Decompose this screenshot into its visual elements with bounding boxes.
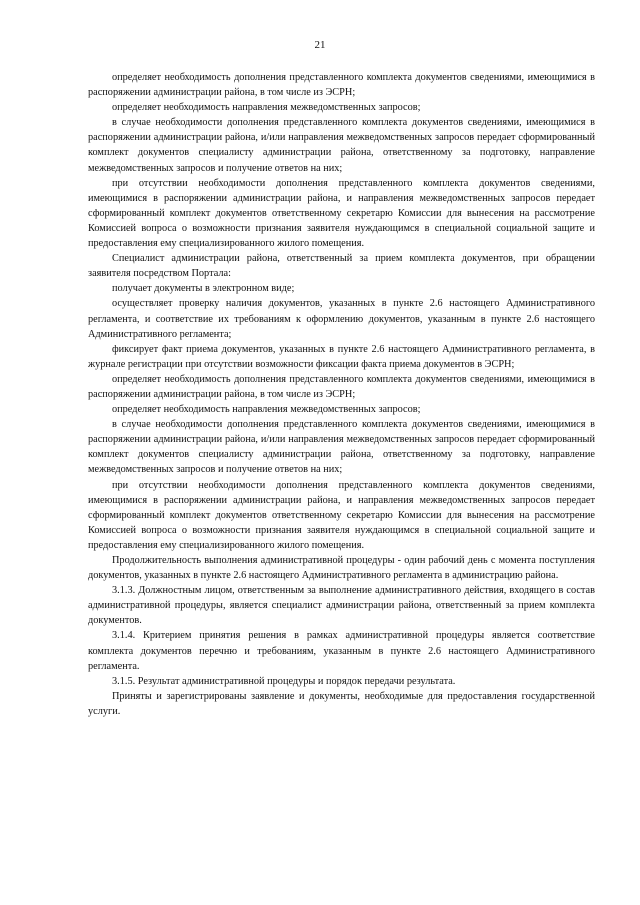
paragraph: определяет необходимость дополнения представленного комплекта документов сведениями, имеющимися в распоряжении администрации района, в том числе из ЭСРН;: [88, 373, 595, 400]
document-body: [88, 70, 595, 719]
paragraph: в случае необходимости дополнения представленного комплекта документов сведениями, имеющимися в распоряжении администрации района, и/или направления межведомственных запросов передает сформированный комплект документов специалисту администрации района, ответственному за подготовку, направление межведомственных запросов и получение ответов на них;: [88, 117, 595, 174]
paragraph: определяет необходимость направления межведомственных запросов;: [112, 102, 421, 114]
paragraph: в случае необходимости дополнения представленного комплекта документов сведениями, имеющимися в распоряжении администрации района, и/или направления межведомственных запросов передает сформированный комплект документов специалисту администрации района, ответственному за подготовку, направление межведомственных запросов и получение ответов на них;: [88, 419, 595, 476]
paragraph: фиксирует факт приема документов, указанных в пункте 2.6 настоящего Административного регламента, в журнале регистрации при отсутствии возможности фиксации факта приема документов в ЭСРН;: [88, 343, 595, 370]
paragraph: получает документы в электронном виде;: [112, 283, 295, 295]
paragraph: определяет необходимость дополнения представленного комплекта документов сведениями, имеющимися в распоряжении администрации района, в том числе из ЭСРН;: [88, 72, 595, 99]
paragraph: Приняты и зарегистрированы заявление и документы, необходимые для предоставления государственной услуги.: [88, 690, 595, 717]
paragraph: при отсутствии необходимости дополнения представленного комплекта документов сведениями, имеющимися в распоряжении администрации района, и направления межведомственных запросов передает сформированный комплект документов ответственному секретарю Комиссии для вынесения на рассмотрение Комиссией вопроса о возможности признания заявителя нуждающимся в специальной социальной защите и предоставления ему специализированного жилого помещения.: [88, 177, 595, 250]
paragraph: определяет необходимость направления межведомственных запросов;: [112, 404, 421, 416]
paragraph: Продолжительность выполнения административной процедуры - один рабочий день с момента поступления документов, указанных в пункте 2.6 настоящего Административного регламента в администрацию района.: [88, 555, 595, 582]
page-number: 21: [314, 39, 326, 51]
paragraph: 3.1.3. Должностным лицом, ответственным за выполнение административного действия, входящего в состав административной процедуры, является специалист администрации района, ответственный за прием комплекта документов.: [88, 585, 595, 627]
paragraph: при отсутствии необходимости дополнения представленного комплекта документов сведениями, имеющимися в распоряжении администрации района, и направления межведомственных запросов передает сформированный комплект документов ответственному секретарю Комиссии для вынесения на рассмотрение Комиссией вопроса о возможности признания заявителя нуждающимся в специальной социальной защите и предоставления ему специализированного жилого помещения.: [88, 479, 595, 551]
paragraph: 3.1.5. Результат административной процедуры и порядок передачи результата.: [112, 675, 456, 687]
paragraph: Специалист администрации района, ответственный за прием комплекта документов, при обращении заявителя посредством Портала:: [88, 253, 595, 280]
paragraph: осуществляет проверку наличия документов, указанных в пункте 2.6 настоящего Административного регламента, и соответствие их требованиям к оформлению документов, указанным в пункте 2.6 настоящего Административного регламента;: [88, 298, 595, 340]
paragraph: 3.1.4. Критерием принятия решения в рамках административной процедуры является соответствие комплекта документов перечню и требованиям, указанным в пункте 2.6 настоящего Административного регламента.: [88, 630, 595, 672]
